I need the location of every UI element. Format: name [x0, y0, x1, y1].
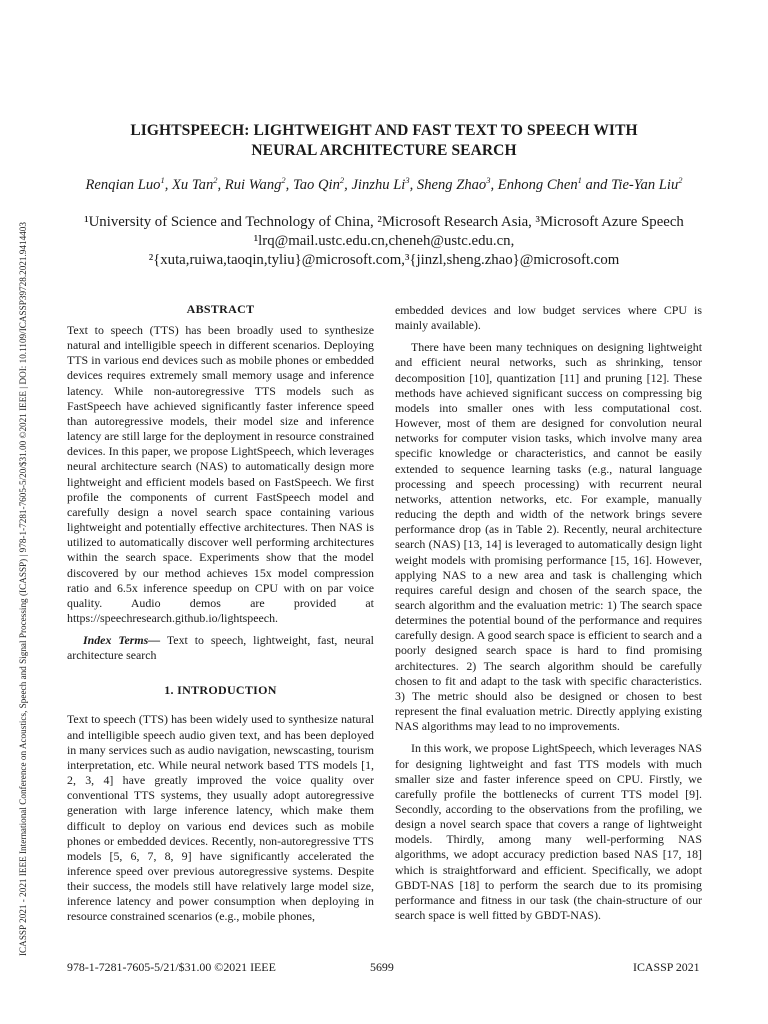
author-name: Sheng Zhao — [416, 177, 487, 193]
index-terms-text: Text to speech, lightweight, fast, neural architecture search — [67, 633, 374, 663]
author-affiliation-mark: 2 — [678, 175, 683, 186]
abstract-heading: ABSTRACT — [186, 302, 255, 316]
abstract-text: Text to speech (TTS) has been broadly used to synthesize natural and intelligible speech in different scenarios. Deploying TTS in various end devices such as mobile phones or embedded devices requires extremely small memory usage and inference latency. While non-autoregressive TTS models such as FastSpeech have achieved significantly faster inference speed than autoregressive models, their model size and inference latency are still large for the deployment in resource constrained devices. In this paper, we propose LightSpeech, which leverages neural architecture search (NAS) to automatically design more lightweight and efficient models based on FastSpeech. We first profile the components of current FastSpeech model and carefully design a novel search space containing various lightweight and potentially effective architectures. Then NAS is utilized to automatically discover well performing architectures within the search space. Experiments show that the model discovered by our method achieves 15x model compression ratio and 6.5x inference speedup on CPU with on par voice quality. Audio demos are provided at https://speechresearch.github.io/lightspeech. — [67, 323, 374, 625]
author-affiliation-mark: 1 — [577, 175, 582, 186]
author-affiliation-mark: 3 — [405, 175, 410, 186]
email-line-1: ¹lrq@mail.ustc.edu.cn,cheneh@ustc.edu.cn, — [253, 233, 515, 249]
footer-venue: ICASSP 2021 — [633, 960, 700, 974]
author-name: Jinzhu Li — [351, 177, 406, 193]
author-list: Renqian Luo$^1$, Xu Tan$^2$, Rui Wang$^2$, Tao Qin$^2$, Jinzhu Li$^3$, Sheng Zhao$^3$, Enhong Chen$^1$ and Tie-Yan Liu$^2$ — [85, 175, 683, 193]
affiliation-line: ¹University of Science and Technology of China, ²Microsoft Research Asia, ³Microsoft Azure Speech — [84, 214, 684, 230]
affiliations — [40, 213, 728, 270]
index-terms-label: Index Terms— — [83, 633, 161, 648]
intro-paragraph-2: There have been many techniques on designing lightweight and efficient neural networks, such as shrinking, tensor decomposition [10], quantization [11] and pruning [12]. These methods have achieved significant success on compressing big models into smaller ones with less computational cost. However, most of them are designed for convolution neural networks for computer vision tasks, which involve many area specific knowledge or characteristics, and cannot be easily extended to sequence learning tasks (e.g., natural language processing and speech processing) with recurrent neural networks, attention networks, etc. For example, manually reducing the depth and width of the network brings severe performance drop (as in Table 2). Recently, neural architecture search (NAS) [13, 14] is leveraged to automatically design light weight models with promising performance [15, 16]. However, applying NAS to a new area and task is challenging which requires careful design and chosen of the search space, the search algorithm and the evaluation metric: 1) The search space determines the potential bound of the performance and requires carefully design. A good search space is efficient to search and a poorly designed search space is hard to find promising architectures. 2) The search algorithm should be carefully chosen to fit and adapt to the task with specific characteristics. 3) The metric should also be designed or chosen to best represent the final evaluation metric. Directly applying existing NAS algorithms may lead to no improvements. — [395, 340, 702, 734]
doi-side-note — [16, 96, 30, 956]
intro-paragraph-3: In this work, we propose LightSpeech, which leverages NAS for designing lightweight and fast TTS models with much smaller size and faster inference speed on CPU. Firstly, we carefully profile the bottlenecks of current TTS model [9]. Secondly, according to the observations from the profiling, we design a novel search space that covers a range of lightweight models. Thirdly, among many well-performing NAS algorithms, we adopt accuracy prediction based NAS [17, 18] which is straightforward and efficient. Specifically, we adopt GBDT-NAS [18] to perform the search due to its promising performance and fitness in our task (the chain-structure of our search space is well fitted by GBDT-NAS). — [395, 741, 702, 923]
title-line-2: NEURAL ARCHITECTURE SEARCH — [251, 142, 517, 159]
side-note-text: ICASSP 2021 - 2021 IEEE International Conference on Acoustics, Speech and Signal Processing (ICASSP) | 978-1-7281-7605-5/20/$31.00 ©2021 IEEE | DOI: 10.1109/ICASSP39728.2021.9414403 — [18, 222, 28, 956]
author-name: Xu Tan — [172, 177, 214, 193]
author-name: Tie-Yan Liu — [611, 177, 679, 193]
footer-page-number: 5699 — [370, 960, 394, 974]
author-name: Tao Qin — [292, 177, 340, 193]
title-line-1: LIGHTSPEECH: LIGHTWEIGHT AND FAST TEXT TO SPEECH WITH — [130, 122, 638, 139]
author-affiliation-mark: 2 — [281, 175, 286, 186]
right-column — [395, 303, 702, 923]
author-affiliation-mark: 1 — [160, 175, 165, 186]
author-name: Enhong Chen — [497, 177, 578, 193]
author-affiliation-mark: 2 — [339, 175, 345, 186]
intro-paragraph-1-continued: embedded devices and low budget services where CPU is mainly available). — [395, 303, 702, 333]
author-affiliation-mark: 2 — [213, 175, 218, 186]
index-terms — [67, 633, 374, 663]
footer-copyright: 978-1-7281-7605-5/21/$31.00 ©2021 IEEE — [67, 960, 276, 974]
paper-title — [60, 121, 708, 161]
introduction-heading: 1. INTRODUCTION — [164, 683, 277, 698]
author-affiliation-mark: 3 — [486, 175, 491, 186]
author-name: Renqian Luo — [85, 177, 161, 193]
intro-paragraph-1: Text to speech (TTS) has been widely used to synthesize natural and intelligible speech audio given text, and has been deployed in many services such as audio navigation, newscasting, tourism interpretation, etc. While neural network based TTS models [1, 2, 3, 4] have greatly improved the voice quality over conventional TTS systems, they usually adopt autoregressive generation with large inference latency, which make them difficult to deploy on various end devices such as mobile phones or embedded devices. Recently, non-autoregressive TTS models [5, 6, 7, 8, 9] have significantly accelerated the inference speed over previous autoregressive systems. Despite their success, the models still have relatively large model size, inference latency and power consumption when deploying in resource constrained scenarios (e.g., mobile phones, — [67, 712, 374, 924]
email-line-2: ²{xuta,ruiwa,taoqin,tyliu}@microsoft.com,³{jinzl,sheng.zhao}@microsoft.com — [148, 252, 620, 268]
author-name: Rui Wang — [224, 177, 282, 193]
left-column — [67, 302, 374, 925]
